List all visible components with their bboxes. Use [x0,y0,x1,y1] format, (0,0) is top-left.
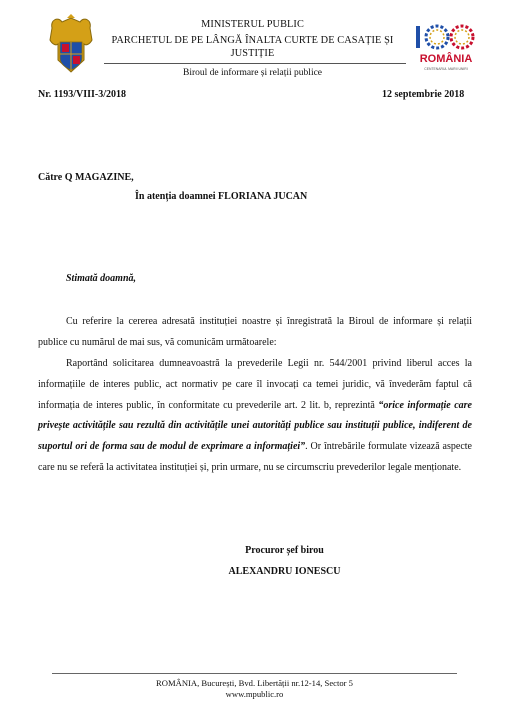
prosecutor-office-name: PARCHETUL DE PE LÂNGĂ ÎNALTA CURTE DE CASAȚIE ȘI [111,35,394,46]
body-paragraph-1: Cu referire la cererea adresată instituției noastre și înregistrată la Biroul de informare și relații publice cu numărul de mai sus, vă comunicăm următoarele: [38,316,472,348]
romania-centenary-logo [410,18,482,76]
registration-number: Nr. 1193/VIII-3/2018 [38,89,126,100]
institution-name: MINISTERUL PUBLIC [201,19,304,30]
footer-website: www.mpublic.ro [225,689,284,699]
salutation: Stimată doamnă, [66,273,137,284]
letter-date: 12 septembrie 2018 [382,89,465,100]
prosecutor-office-name-cont: JUSTIȚIE [230,48,275,59]
signatory-title: Procuror șef birou [245,545,324,556]
header-divider [104,63,406,64]
addressee: Către Q MAGAZINE, [38,172,134,183]
attention-line: În atenția doamnei FLORIANA JUCAN [135,191,308,202]
footer-address: ROMÂNIA, București, Bvd. Libertății nr.12-14, Sector 5 [156,678,353,688]
legal-quote: “orice informație care privește activitățile sau rezultă din activitățile unei autorități publice sau instituții publice, indiferent de suportul ori de forma sau de modul de exprimare a informației” [38,399,472,453]
paragraph-2-text: Raportând solicitarea dumneavoastră la prevederile Legii nr. 544/2001 privind liberul acces la informațiile de interes public, act normativ pe care îl invocați ca temei juridic, vă învederăm faptul că informația de interes public, în conformitate cu prevederile art. 2 lit. b, reprezintă [38,358,472,411]
logo-text: ROMÂNIA [419,53,473,65]
department-name: Biroul de informare și relații publice [182,68,323,78]
logo-tagline: CENTENARUL MARII UNIRI [424,67,468,71]
paragraph-2-conclusion: . Or întrebările formulate vizează aspecte care nu se referă la activitatea instituției și, prin urmare, nu se circumscriu prevederilor legale menționate. [38,441,472,473]
signatory-name: ALEXANDRU IONESCU [228,566,341,577]
body-paragraph-2 [38,354,472,479]
footer-divider [52,673,457,674]
romania-coat-of-arms-icon [46,14,96,76]
